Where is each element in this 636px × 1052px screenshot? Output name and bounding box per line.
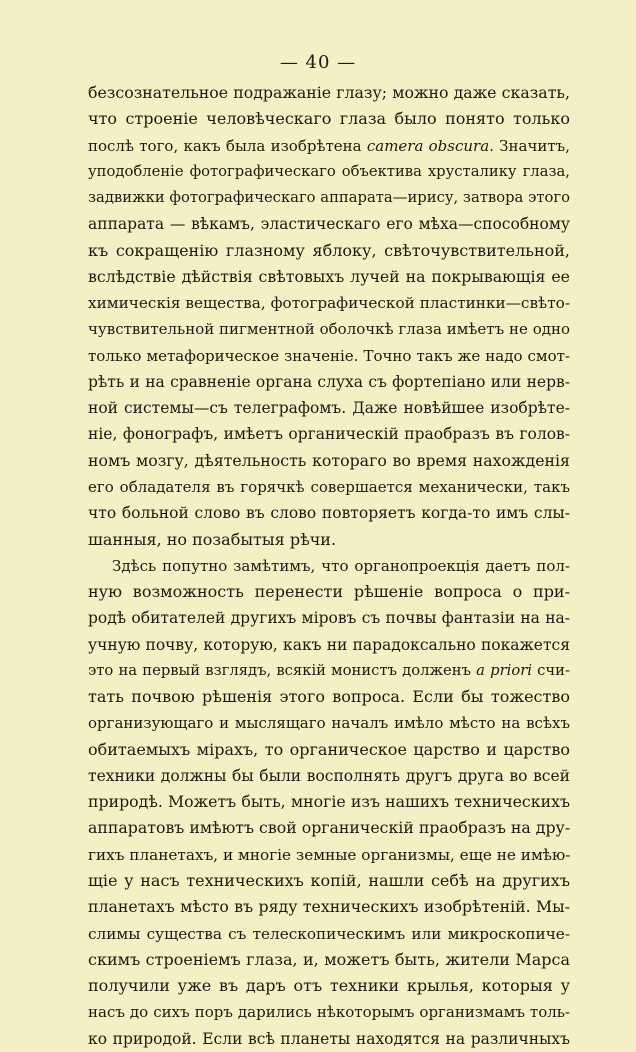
text-line: техники должны бы были восполнять другъ друга во всей — [88, 766, 570, 785]
text-line: ніе, фонографъ, имѣетъ органическій праобразъ въ голов- — [88, 425, 570, 444]
text-line: къ сокращенію глазному яблоку, свѣточувствительной, — [88, 240, 570, 260]
text-line: обитаемыхъ мірахъ, то органическое царство и царство — [88, 739, 570, 759]
text-line: ко природой. Если всѣ планеты находятся на различныхъ — [88, 1029, 570, 1048]
text-line: рѣть и на сравненіе органа слуха съ фортепіано или нерв- — [88, 372, 570, 391]
text-line: получили уже въ даръ отъ техники крылья, которыя у — [88, 976, 570, 996]
text-line: ной системы—съ телеграфомъ. Даже новѣйшее изобрѣте- — [88, 399, 570, 418]
text-line: задвижки фотографическаго аппарата—ирису, затвора этого — [88, 189, 570, 207]
text-line: послѣ того, какъ была изобрѣтена camera obscura. Значитъ, — [88, 136, 570, 155]
text-line: аппарата — вѣкамъ, эластическаго его мѣха—способному — [88, 215, 570, 234]
text-line: его обладателя въ горячкѣ совершается механически, такъ — [88, 477, 570, 496]
text-line: планетахъ мѣсто въ ряду техническихъ изобрѣтеній. Мы- — [88, 897, 570, 917]
text-line: химическія вещества, фотографической пластинки—свѣто- — [88, 294, 570, 313]
text-line: слимы существа съ телескопическимъ или микроскопиче- — [88, 924, 570, 943]
text-line: что строеніе человѣческаго глаза было понято только — [88, 109, 570, 129]
text-line: это на первый взглядъ, всякій монистъ долженъ a priori счи- — [88, 661, 570, 679]
text-line: что больной слово въ слово повторяетъ когда-то имъ слы- — [88, 504, 570, 523]
text-line: аппаратовъ имѣютъ свой органическій праобразъ на дру- — [88, 818, 570, 838]
text-line: природѣ. Можетъ быть, многіе изъ нашихъ техническихъ — [88, 792, 570, 812]
text-line: насъ до сихъ поръ дарились нѣкоторымъ организмамъ толь- — [88, 1003, 570, 1022]
text-line: безсознательное подражаніе глазу; можно даже сказать, — [88, 83, 570, 102]
text-line: уподобленіе фотографическаго объектива хрусталику глаза, — [88, 162, 570, 180]
text-line: родѣ обитателей другихъ міровъ съ почвы фантазіи на на- — [88, 609, 570, 628]
text-line: номъ мозгу, дѣятельность котораго во время нахожденія — [88, 450, 570, 470]
text-line: шанныя, но позабытыя рѣчи. — [88, 529, 337, 549]
page-number: — 40 — — [279, 52, 357, 73]
text-line: ную возможность перенести рѣшеніе вопроса о при- — [88, 582, 570, 602]
text-line: тать почвою рѣшенія этого вопроса. Если бы тожество — [88, 687, 570, 707]
text-line: щіе у насъ техническихъ копій, нашли себѣ на другихъ — [88, 870, 570, 890]
body-text — [88, 80, 570, 1052]
text-line: скимъ строеніемъ глаза, и, можетъ быть, жители Марса — [88, 949, 570, 969]
text-line: организующаго и мыслящаго началъ имѣло мѣсто на всѣхъ — [88, 714, 570, 733]
text-line: вслѣдствіе дѣйствія свѣтовыхъ лучей на покрывающія ее — [88, 266, 570, 286]
text-line: чувствительной пигментной оболочкѣ глаза имѣетъ не одно — [88, 320, 570, 339]
text-line: гихъ планетахъ, и многіе земные организмы, еще не имѣю- — [88, 845, 570, 864]
text-line: Здѣсь попутно замѣтимъ, что органопроекція даетъ пол- — [112, 556, 570, 575]
text-line: только метафорическое значеніе. Точно такъ же надо смот- — [88, 346, 570, 365]
text-line: учную почву, которую, какъ ни парадоксально покажется — [88, 635, 570, 654]
